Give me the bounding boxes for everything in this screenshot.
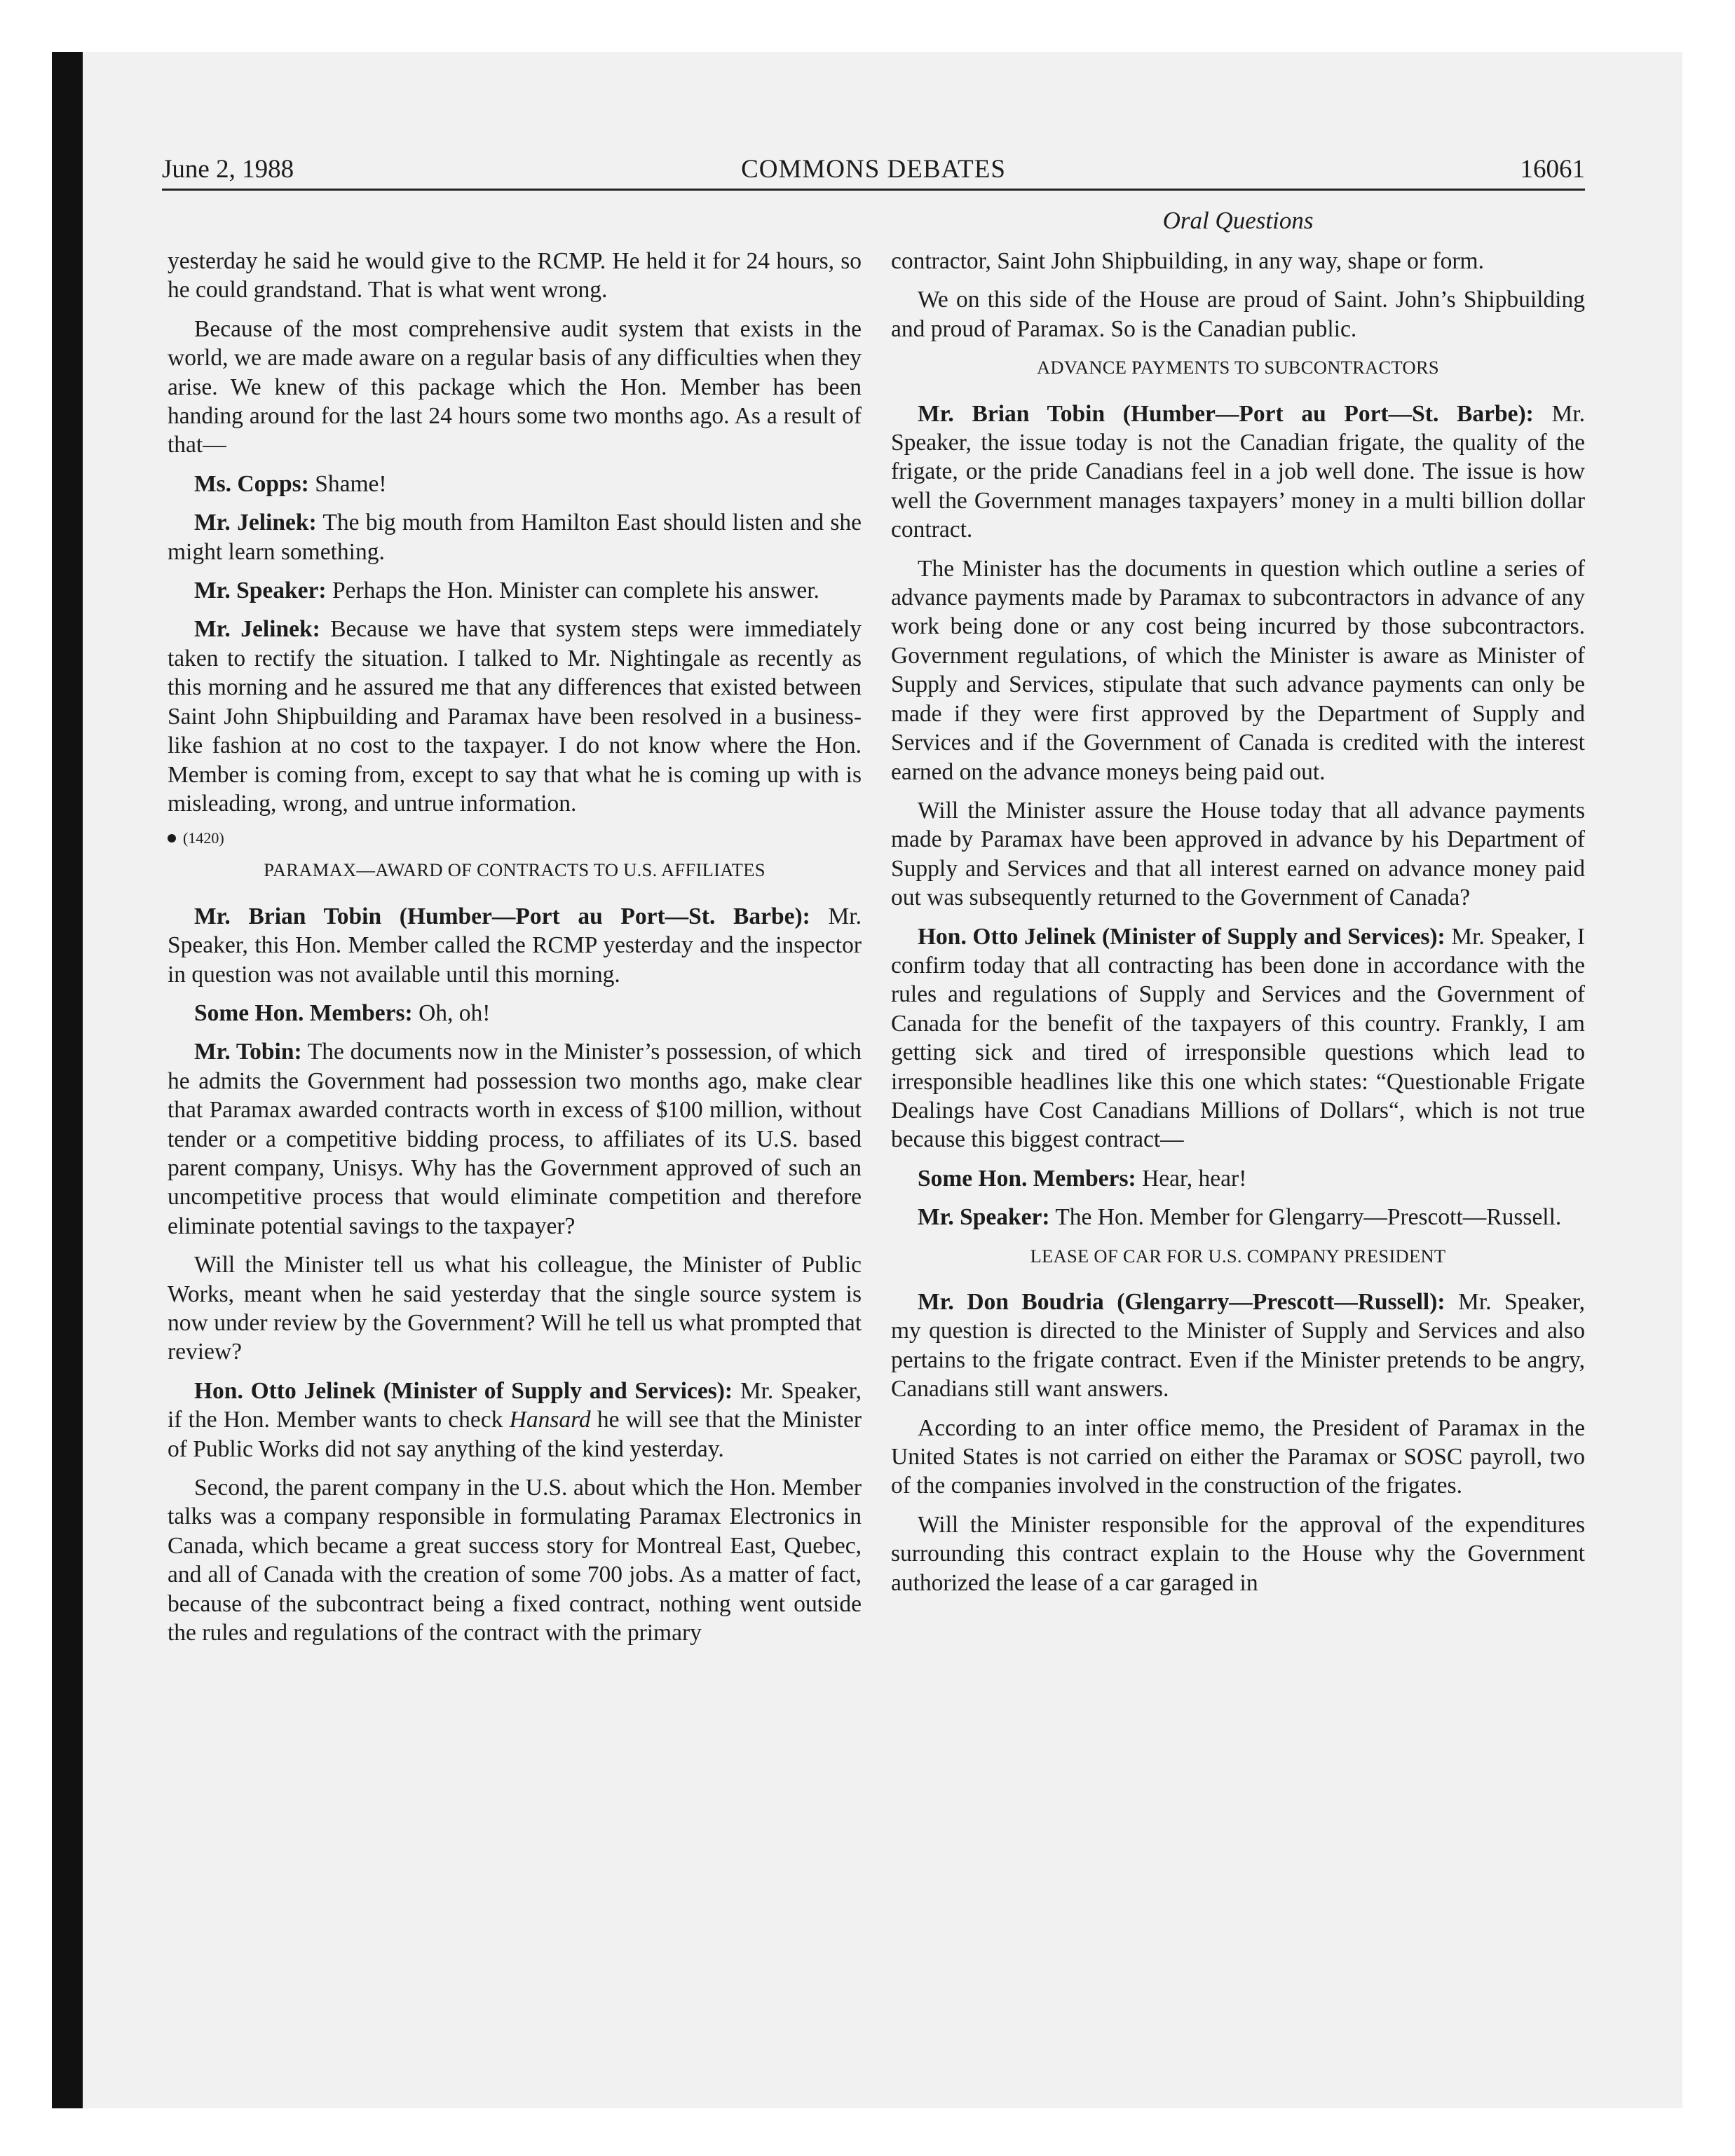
paragraph: The Minister has the documents in question which outline a series of advance payments made by Paramax to subcontractors in advance of any work being done or any cost being incurred by those subcontractors. Government regulations, of which the Minister is aware as Minister of Supply and Services, stipulate that such advance payments can only be made if they were first approved by the Department of Supply and Services and if the Government of Canada is credited with the interest earned on the advance moneys being paid out.: [891, 555, 1585, 785]
paragraph: [168, 508, 862, 566]
speaker-name: Mr. Speaker:: [194, 578, 327, 604]
speech-text: Hear, hear!: [1136, 1165, 1247, 1192]
speech-text: Mr. Speaker, the issue today is not the Canadian frigate, the quality of the frigate, or the pride Canadians feel in a job well done. The issue is how well the Government manages taxpayers’ money in a multi billion dollar contract.: [891, 400, 1585, 543]
left-column: [168, 247, 862, 1657]
speech-text: he will see that the Minister of Public Works did not say anything of the kind yesterday.: [168, 1407, 862, 1462]
speaker-name: Mr. Don Boudria (Glengarry—Prescott—Russell):: [918, 1289, 1445, 1315]
subject-heading: LEASE OF CAR FOR U.S. COMPANY PRESIDENT: [1030, 1245, 1446, 1267]
header-rule: [162, 189, 1585, 191]
paragraph: [168, 1037, 862, 1241]
paragraph: [168, 1377, 862, 1464]
header-date: June 2, 1988: [162, 155, 294, 184]
speaker-name: Ms. Copps:: [194, 470, 309, 497]
speaker-name: Mr. Jelinek:: [194, 616, 320, 643]
speaker-name: Mr. Tobin:: [194, 1039, 302, 1065]
speaker-name: Some Hon. Members:: [194, 999, 413, 1026]
paragraph: We on this side of the House are proud of Saint. John’s Shipbuilding and proud of Paramax. So is the Canadian public.: [891, 287, 1585, 342]
speech-text: Mr. Speaker, I confirm today that all contracting has been done in accordance with the rules and regulations of Supply and Services and the Government of Canada for the benefit of the taxpayers of this country. Frankly, I am getting sick and tired of irresponsible questions which lead to irresponsible headlines like this one which states: “Questionable Frigate Dealings have Cost Canadians Millions of Dollars“, which is not true because this biggest contract—: [891, 923, 1585, 1153]
section-title: Oral Questions: [1162, 207, 1314, 234]
publication-title: Hansard: [509, 1407, 591, 1433]
speaker-name: Some Hon. Members:: [918, 1165, 1136, 1192]
page-header: [162, 151, 1585, 188]
paragraph: Second, the parent company in the U.S. about which the Hon. Member talks was a company responsible in formulating Paramax Electronics in Canada, which became a great success story for Montreal East, Quebec, and all of Canada with the creation of some 700 jobs. As a matter of fact, because of the subcontract being a fixed contract, nothing went outside the rules and regulations of the contract with the primary: [168, 1475, 862, 1646]
speech-text: Mr. Speaker, this Hon. Member called the RCMP yesterday and the inspector in question was not available until this morning.: [168, 903, 862, 988]
paragraph: [891, 922, 1585, 1154]
paragraph: contractor, Saint John Shipbuilding, in any way, shape or form.: [891, 248, 1484, 274]
speech-text: Mr. Speaker, if the Hon. Member wants to check: [168, 1377, 862, 1433]
paragraph: [891, 1203, 1585, 1231]
paragraph: [168, 615, 862, 818]
paragraph: Will the Minister responsible for the approval of the expenditures surrounding this contract explain to the House why the Government authorized the lease of a car garaged in: [891, 1511, 1585, 1596]
header-title: COMMONS DEBATES: [741, 155, 1006, 184]
paragraph: Because of the most comprehensive audit system that exists in the world, we are made aware on a regular basis of any difficulties when they arise. We knew of this package which the Hon. Member has been handing around for the last 24 hours some two months ago. As a result of that—: [168, 315, 862, 458]
speech-text: The documents now in the Minister’s possession, of which he admits the Government had possession two months ago, make clear that Paramax awarded contracts worth in excess of $100 million, without tender or a competitive bidding process, to affiliates of its U.S. based parent company, Unisys. Why has the Government approved of such an uncompetitive process that would eliminate competition and therefore eliminate potential savings to the taxpayer?: [168, 1039, 862, 1239]
right-column: [891, 247, 1585, 1607]
paragraph: [891, 1164, 1585, 1193]
paragraph: According to an inter office memo, the President of Paramax in the United States is not carried on either the Paramax or SOSC payroll, two of the companies involved in the construction of the frigates.: [891, 1414, 1585, 1499]
speaker-name: Hon. Otto Jelinek (Minister of Supply and Services):: [194, 1377, 733, 1404]
time-marker: [168, 828, 862, 849]
paragraph: Will the Minister tell us what his colleague, the Minister of Public Works, meant when he said yesterday that the single source system is now under review by the Government? Will he tell us what prompted that review?: [168, 1252, 862, 1365]
time-marker-text: (1420): [183, 829, 224, 847]
speaker-name: Mr. Jelinek:: [194, 510, 317, 536]
paragraph: [168, 902, 862, 989]
speech-text: Because we have that system steps were immediately taken to rectify the situation. I talked to Mr. Nightingale as recently as this morning and he assured me that any differences that existed between Saint John Shipbuilding and Paramax have been resolved in a business-like fashion at no cost to the taxpayer. I do not know where the Hon. Member is coming from, except to say that what he is coming up with is misleading, wrong, and untrue information.: [168, 616, 862, 817]
speaker-name: Mr. Brian Tobin (Humber—Port au Port—St. Barbe):: [194, 903, 810, 929]
paragraph: [168, 576, 862, 605]
speech-text: The Hon. Member for Glengarry—Prescott—Russell.: [1049, 1204, 1562, 1231]
paragraph: [168, 470, 862, 498]
paragraph: [891, 400, 1585, 545]
header-page-number: 16061: [1520, 155, 1585, 184]
speech-text: Perhaps the Hon. Minister can complete his answer.: [326, 578, 819, 604]
speaker-name: Hon. Otto Jelinek (Minister of Supply and Services):: [918, 923, 1445, 950]
paragraph: Will the Minister assure the House today that all advance payments made by Paramax have been approved in advance by his Department of Supply and Services and that all interest earned on advance money paid out was subsequently returned to the Government of Canada?: [891, 797, 1585, 911]
subject-heading: PARAMAX—AWARD OF CONTRACTS TO U.S. AFFILIATES: [264, 859, 766, 881]
bullet-dot-icon: [168, 834, 176, 842]
speech-text: Oh, oh!: [412, 999, 491, 1026]
speech-text: Shame!: [308, 470, 387, 497]
speaker-name: Mr. Speaker:: [918, 1204, 1050, 1231]
speech-text: The big mouth from Hamilton East should listen and she might learn something.: [168, 510, 862, 565]
paragraph: [168, 999, 862, 1028]
speech-text: Mr. Speaker, my question is directed to the Minister of Supply and Services and also pertains to the frigate contract. Even if the Minister pretends to be angry, Canadians still want answers.: [891, 1289, 1585, 1403]
speaker-name: Mr. Brian Tobin (Humber—Port au Port—St. Barbe):: [918, 400, 1534, 427]
subject-heading: ADVANCE PAYMENTS TO SUBCONTRACTORS: [1037, 357, 1439, 378]
paragraph: [891, 1288, 1585, 1404]
scan-binding-edge: [52, 52, 83, 2108]
paragraph: yesterday he said he would give to the RCMP. He held it for 24 hours, so he could grandstand. That is what went wrong.: [168, 248, 862, 303]
